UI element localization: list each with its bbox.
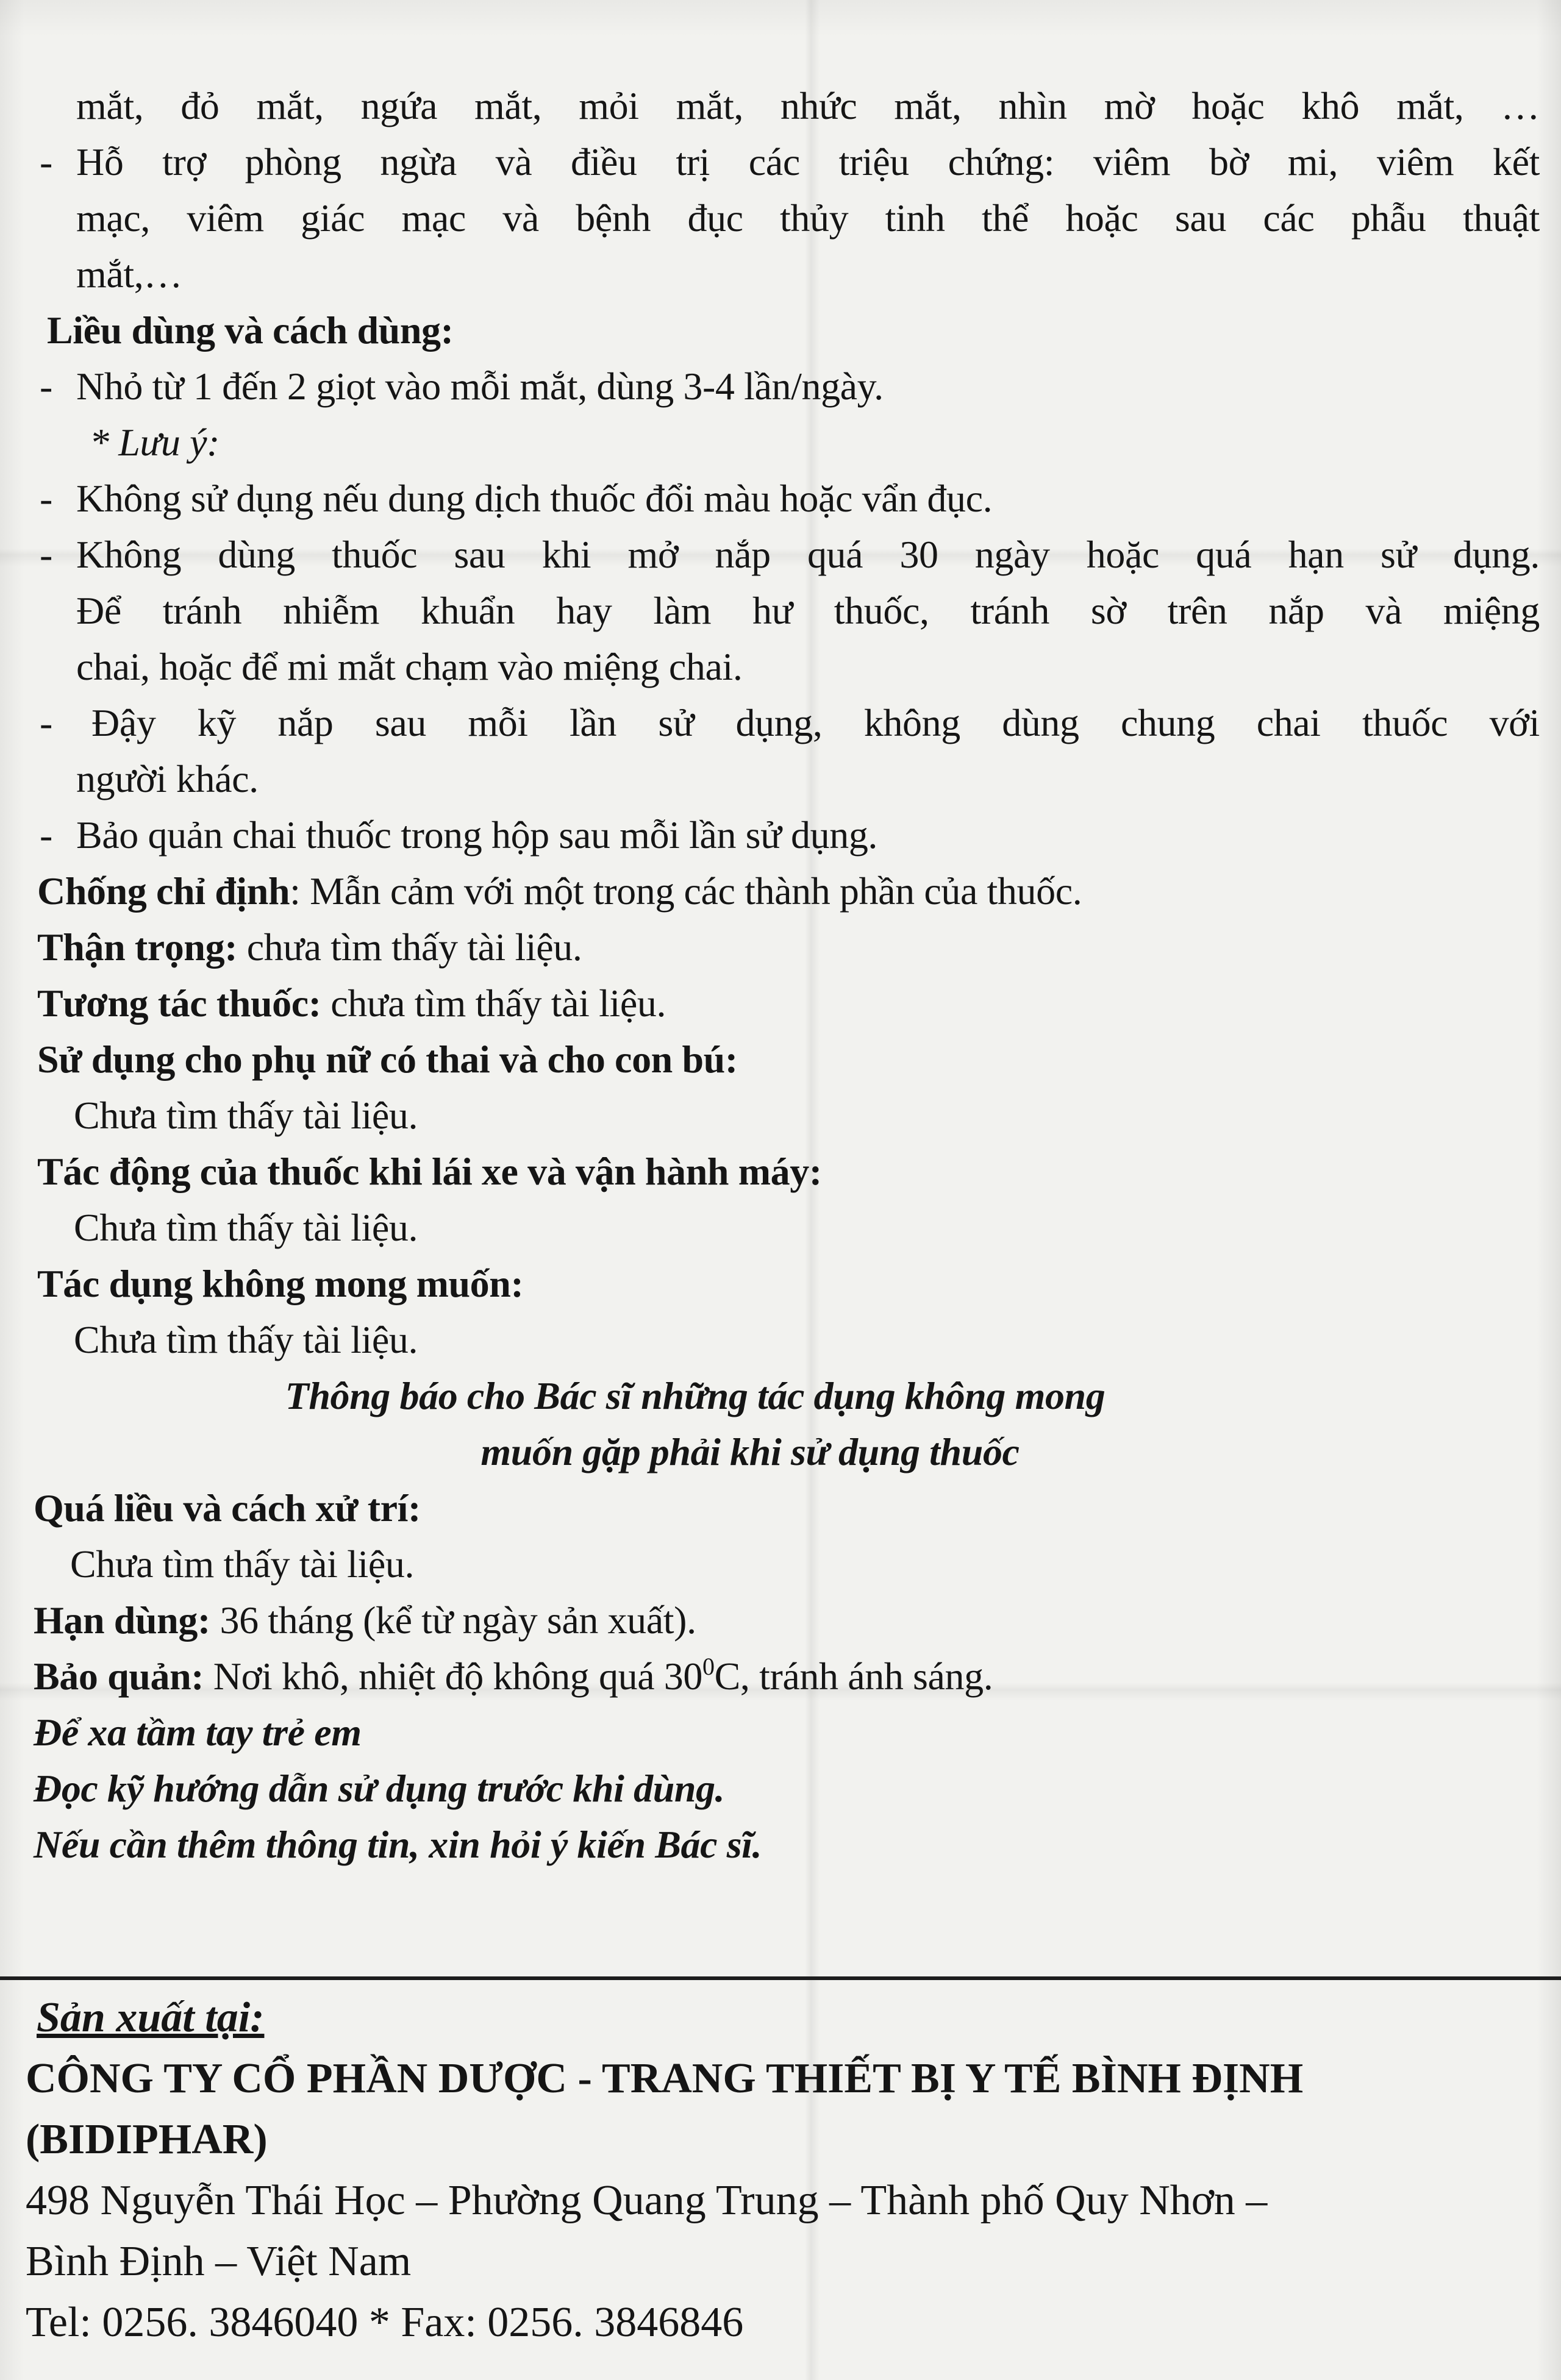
manufacturer-name: CÔNG TY CỔ PHẦN DƯỢC - TRANG THIẾT BỊ Y TẾ BÌNH ĐỊNH [26, 2055, 1304, 2102]
bullet-dash: - [40, 813, 52, 857]
manufacturer-contact: Tel: 0256. 3846040 * Fax: 0256. 3846846 [26, 2299, 744, 2346]
warning-line: Để xa tầm tay trẻ em [34, 1711, 362, 1754]
contraindication-line [34, 863, 1540, 919]
dosage-text: Nhỏ từ 1 đến 2 giọt vào mỗi mắt, dùng 3-4 lần/ngày. [76, 365, 884, 408]
overdose-heading: Quá liều và cách xử trí: [34, 1486, 421, 1530]
contraindication-text: : Mẫn cảm với một trong các thành phần của thuốc. [290, 869, 1082, 913]
pregnancy-text: Chưa tìm thấy tài liệu. [74, 1094, 418, 1137]
driving-text: Chưa tìm thấy tài liệu. [74, 1206, 418, 1249]
note-text: chai, hoặc để mi mắt chạm vào miệng chai. [76, 645, 743, 688]
bullet-line [34, 471, 1540, 527]
text-line: mạc, viêm giác mạc và bệnh đục thủy tinh thể hoặc sau các phẫu thuật [76, 196, 1540, 240]
expiry-text: 36 tháng (kể từ ngày sản xuất). [210, 1598, 696, 1642]
divider-rule [0, 1976, 1561, 1980]
storage-text-end: C, tránh ánh sáng. [714, 1655, 993, 1698]
text-line: mắt,… [76, 252, 182, 296]
interaction-text: chưa tìm thấy tài liệu. [321, 982, 666, 1025]
manufacturer-name: (BIDIPHAR) [26, 2116, 268, 2163]
expiry-label: Hạn dùng: [34, 1598, 210, 1642]
interaction-line [34, 975, 1540, 1031]
warning-line: Nếu cần thêm thông tin, xin hỏi ý kiến Bác sĩ. [34, 1823, 762, 1866]
bullet-line [34, 134, 1540, 190]
bullet-dash: - [40, 533, 52, 576]
note-label: * Lưu ý: [90, 421, 220, 464]
storage-label: Bảo quản: [34, 1655, 204, 1698]
dosage-heading: Liều dùng và cách dùng: [47, 308, 454, 352]
bullet-dash: - [40, 365, 52, 408]
note-text: Đậy kỹ nắp sau mỗi lần sử dụng, không dùng chung chai thuốc với [91, 701, 1540, 744]
note-text: Để tránh nhiễm khuẩn hay làm hư thuốc, tránh sờ trên nắp và miệng [76, 589, 1540, 632]
text-line: Hỗ trợ phòng ngừa và điều trị các triệu chứng: viêm bờ mi, viêm kết [76, 140, 1540, 183]
side-effects-text: Chưa tìm thấy tài liệu. [74, 1318, 418, 1361]
notify-line: Thông báo cho Bác sĩ những tác dụng không mong [285, 1374, 1106, 1417]
bullet-line [34, 527, 1540, 583]
caution-line [34, 919, 1540, 975]
storage-line [34, 1648, 1540, 1705]
expiry-line [34, 1592, 1540, 1648]
overdose-text: Chưa tìm thấy tài liệu. [70, 1542, 415, 1586]
text-line: mắt, đỏ mắt, ngứa mắt, mỏi mắt, nhức mắt, nhìn mờ hoặc khô mắt, … [76, 84, 1540, 127]
manufacturer-address: Bình Định – Việt Nam [26, 2238, 412, 2285]
bullet-line [34, 358, 1540, 415]
storage-text: Nơi khô, nhiệt độ không quá 30 [204, 1655, 703, 1698]
note-text: Bảo quản chai thuốc trong hộp sau mỗi lần sử dụng. [76, 813, 878, 857]
pregnancy-heading: Sử dụng cho phụ nữ có thai và cho con bú: [37, 1038, 738, 1081]
note-text: Không dùng thuốc sau khi mở nắp quá 30 ngày hoặc quá hạn sử dụng. [76, 533, 1540, 576]
bullet-line [34, 807, 1540, 863]
degree-superscript: 0 [702, 1653, 715, 1680]
bullet-dash: - [40, 477, 52, 520]
bullet-line [34, 695, 1540, 751]
side-effects-heading: Tác dụng không mong muốn: [37, 1262, 524, 1305]
interaction-label: Tương tác thuốc: [37, 982, 321, 1025]
contraindication-label: Chống chỉ định [37, 869, 290, 913]
warning-line: Đọc kỹ hướng dẫn sử dụng trước khi dùng. [34, 1767, 725, 1810]
manufacturer-label: Sản xuất tại: [37, 1994, 265, 2041]
notify-line: muốn gặp phải khi sử dụng thuốc [480, 1430, 1020, 1473]
manufacturer-address: 498 Nguyễn Thái Học – Phường Quang Trung – Thành phố Quy Nhơn – [26, 2177, 1268, 2224]
bullet-dash: - [40, 140, 52, 183]
leaflet-text [34, 78, 1540, 1873]
caution-label: Thận trọng: [37, 925, 238, 969]
manufacturer-block [26, 1987, 1538, 2353]
bullet-dash: - [40, 701, 52, 744]
note-text: người khác. [76, 757, 259, 800]
driving-heading: Tác động của thuốc khi lái xe và vận hành máy: [37, 1150, 822, 1193]
note-text: Không sử dụng nếu dung dịch thuốc đổi màu hoặc vẩn đục. [76, 477, 993, 520]
caution-text: chưa tìm thấy tài liệu. [237, 925, 582, 969]
